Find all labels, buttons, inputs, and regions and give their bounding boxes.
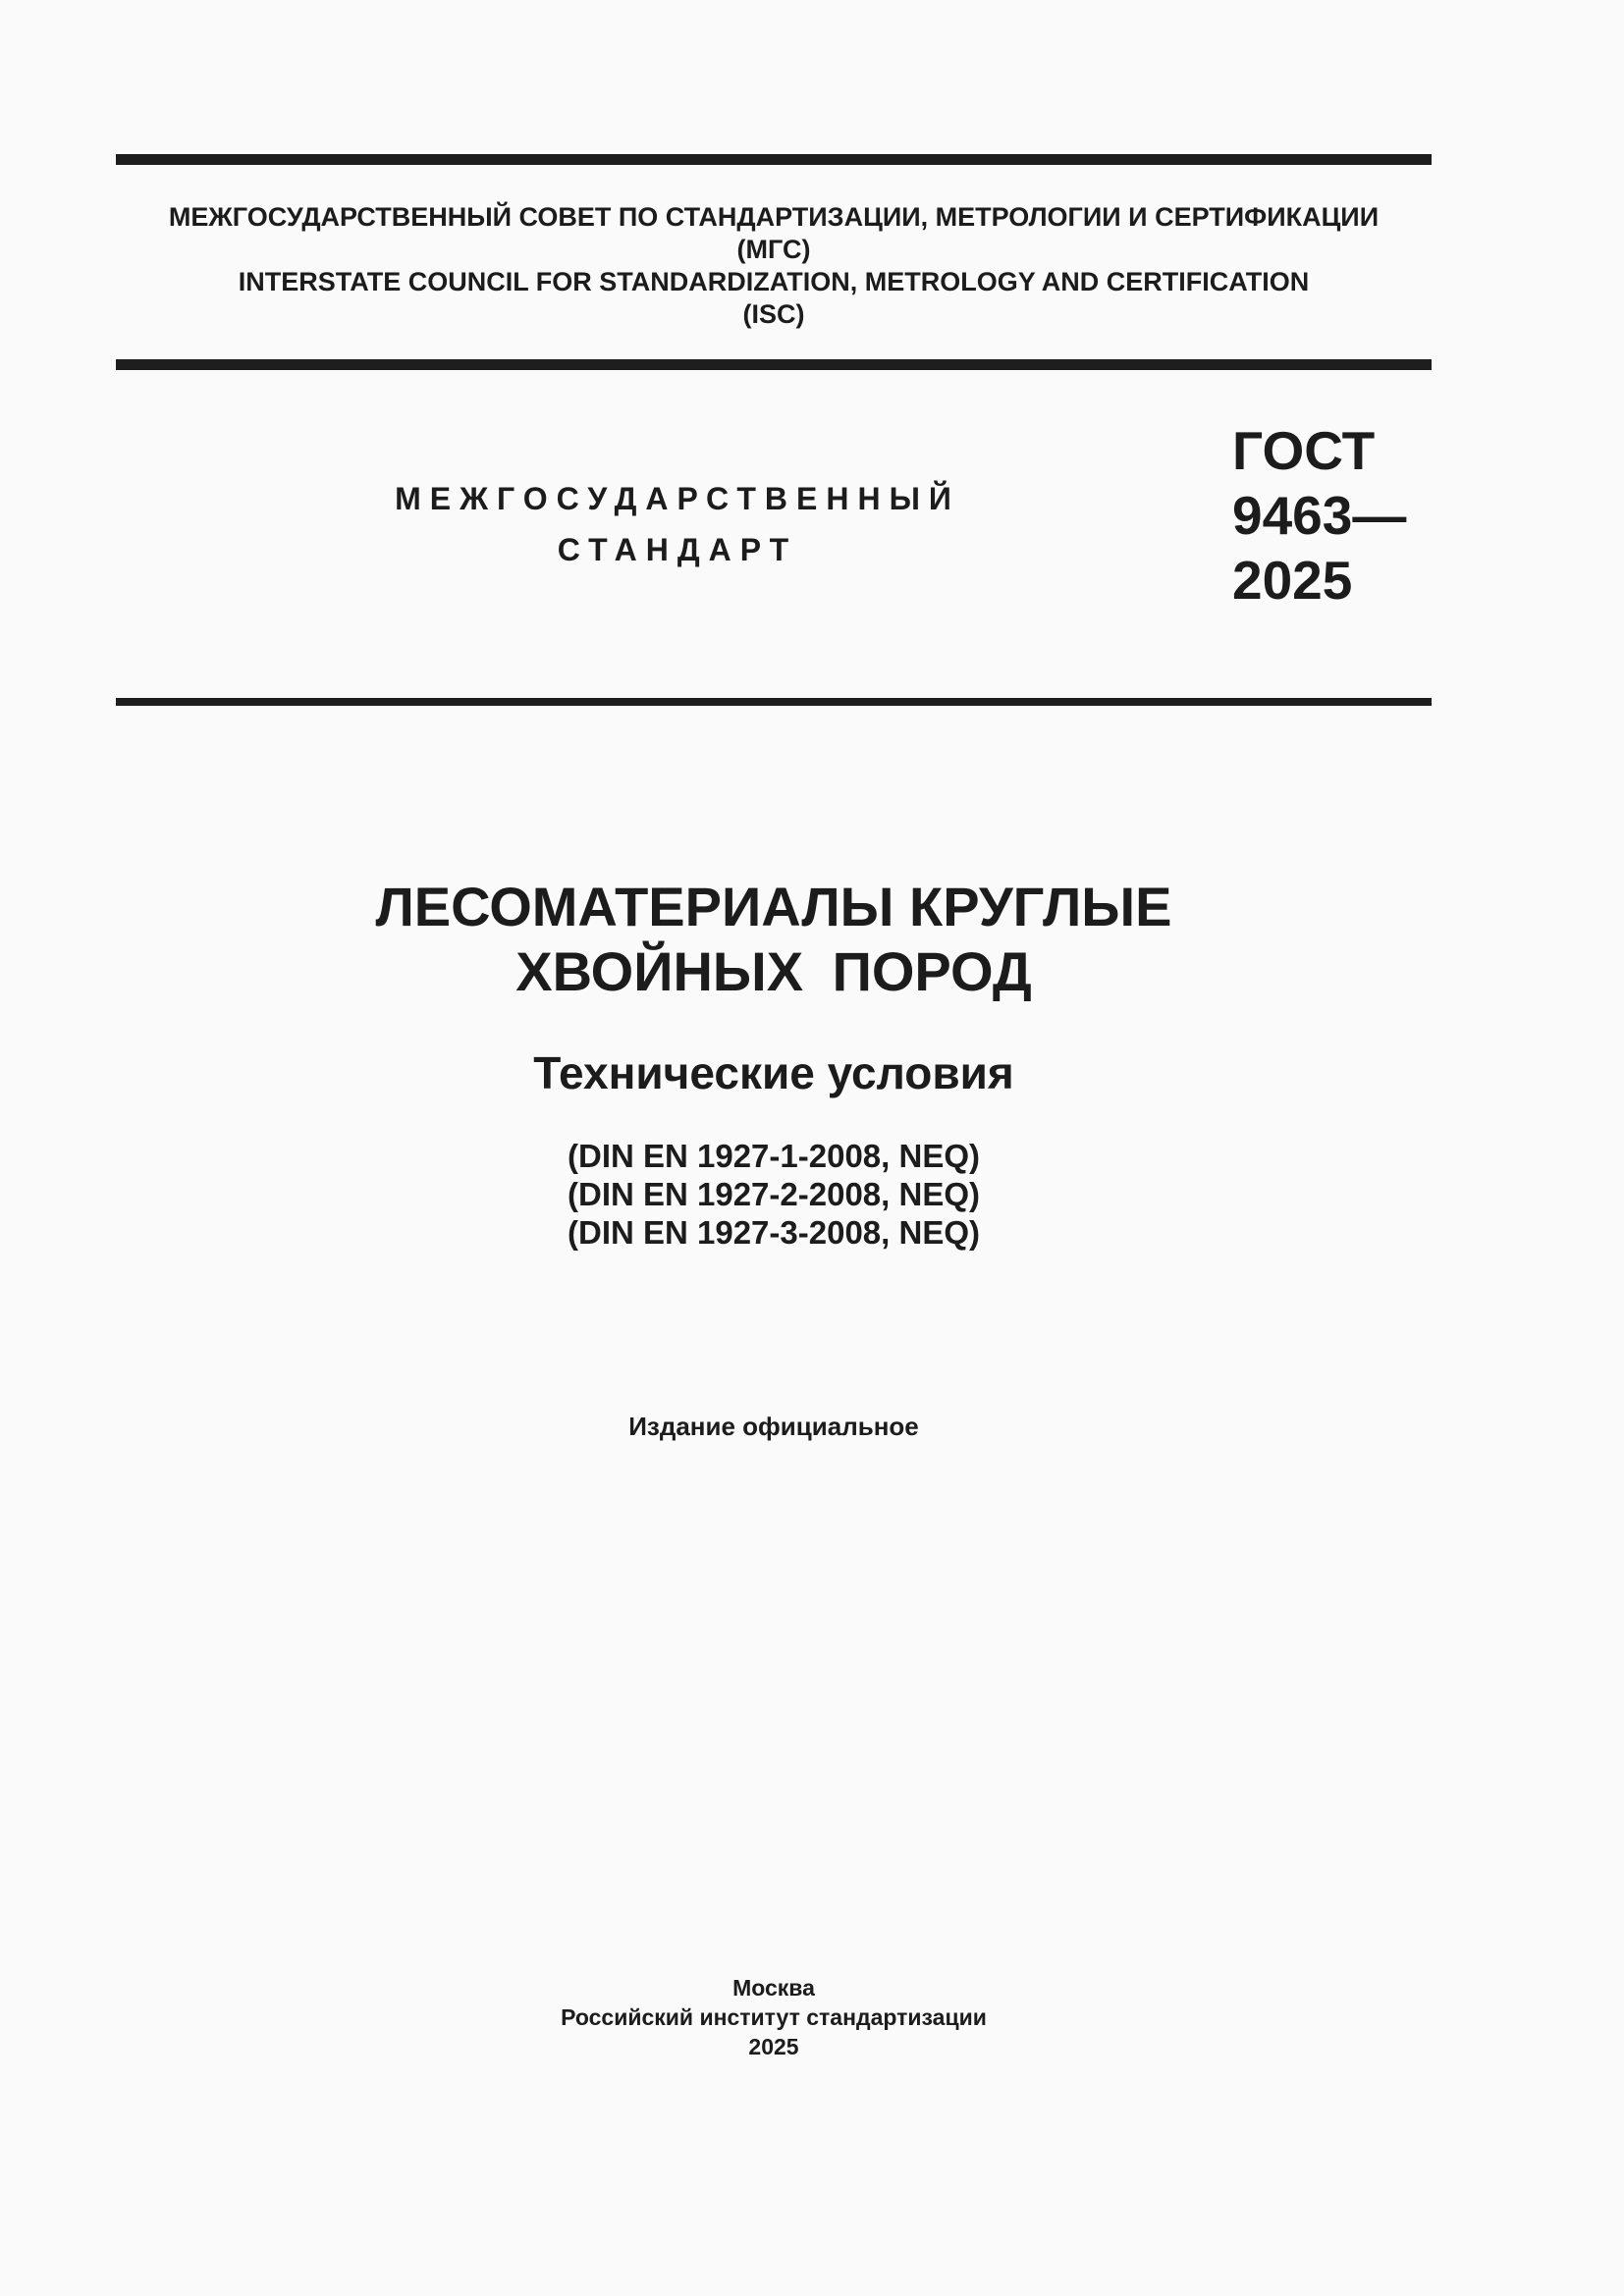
reference-item: (DIN EN 1927-1-2008, NEQ) (568, 1138, 980, 1174)
standard-type-line-2: СТАНДАРТ (557, 532, 798, 567)
imprint (116, 1973, 1432, 2061)
document-subtitle: Технические условия (533, 1047, 1014, 1098)
gost-year: 2025 (1232, 550, 1353, 611)
council-name-ru: МЕЖГОСУДАРСТВЕННЫЙ СОВЕТ ПО СТАНДАРТИЗАЦИИ, МЕТРОЛОГИИ И СЕРТИФИКАЦИИ (168, 202, 1380, 232)
reference-item: (DIN EN 1927-2-2008, NEQ) (568, 1176, 980, 1212)
imprint-city: Москва (732, 1975, 815, 2001)
gost-designation (1232, 418, 1406, 613)
imprint-publisher: Российский институт стандартизации (561, 2004, 987, 2030)
gost-number: 9463— (1232, 485, 1407, 546)
normative-references (116, 1137, 1432, 1252)
document-title (116, 875, 1432, 1004)
council-abbr-en: (ISC) (742, 299, 805, 329)
gost-label: ГОСТ (1232, 420, 1376, 481)
edition-label: Издание официальное (628, 1412, 919, 1441)
reference-item: (DIN EN 1927-3-2008, NEQ) (568, 1214, 980, 1251)
standard-type-line-1: МЕЖГОСУДАРСТВЕННЫЙ (395, 481, 960, 516)
imprint-year: 2025 (748, 2034, 799, 2059)
council-abbr-ru: (МГС) (736, 235, 811, 264)
standard-type (334, 473, 1021, 575)
title-line-1: ЛЕСОМАТЕРИАЛЫ КРУГЛЫЕ (375, 876, 1172, 937)
header-rule (116, 359, 1432, 370)
designation-rule (116, 698, 1432, 706)
top-rule (116, 154, 1432, 165)
council-header (116, 201, 1432, 331)
council-name-en: INTERSTATE COUNCIL FOR STANDARDIZATION, METROLOGY AND CERTIFICATION (238, 267, 1310, 296)
title-line-2: ХВОЙНЫХ ПОРОД (515, 940, 1032, 1002)
